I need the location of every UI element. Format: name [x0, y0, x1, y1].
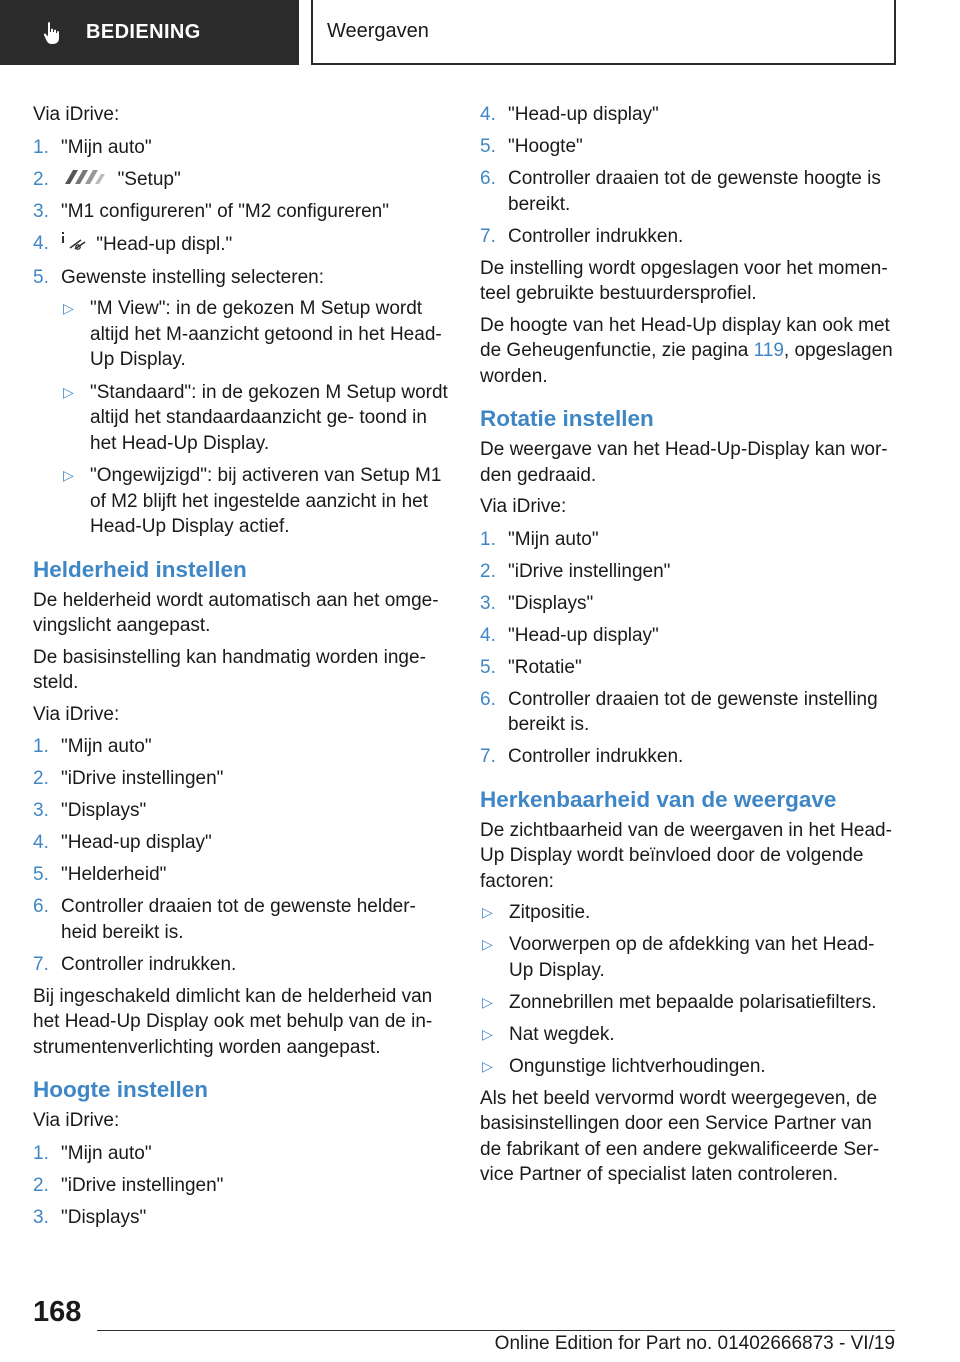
page-reference-link[interactable]: 119	[753, 340, 784, 361]
list-item: 7. Controller indrukken.	[480, 746, 684, 767]
via-idrive-text: Via iDrive:	[33, 104, 120, 125]
triangle-bullet-icon: ▷	[482, 936, 493, 952]
list-item: 1. "Mijn auto"	[33, 136, 152, 158]
rotation-steps	[480, 527, 896, 770]
paragraph: De instelling wordt opgeslagen voor het momen- teel gebruikte bestuurdersprofiel.	[480, 257, 888, 304]
chapter-tab	[311, 0, 896, 65]
triangle-bullet-icon: ▷	[63, 383, 74, 400]
list-item: ▷ "M View": in de gekozen M Setup wordt altijd het M-aanzicht getoond in het Head-Up Display.	[63, 298, 442, 371]
paragraph: Bij ingeschakeld dimlicht kan de helderheid van het Head-Up Display ook met behulp van de in- strumentenverlichting worden aangepast.	[33, 985, 433, 1058]
section-title: BEDIENING	[86, 21, 201, 43]
list-item: 2. "iDrive instellingen"	[33, 1174, 224, 1196]
right-column	[480, 102, 896, 1194]
list-item: ▷ Ongunstige lichtverhoudingen.	[480, 1054, 896, 1080]
list-item: 4. "Head-up display"	[480, 624, 659, 646]
m-setup-steps	[33, 135, 449, 540]
triangle-bullet-icon: ▷	[482, 1057, 493, 1074]
triangle-bullet-icon: ▷	[482, 1025, 493, 1042]
list-item: ▷ Voorwerpen op de afdekking van het Head- Up Display.	[482, 934, 875, 981]
heading-brightness: Helderheid instellen	[33, 556, 247, 582]
triangle-bullet-icon: ▷	[482, 993, 493, 1010]
list-item: ▷ "Ongewijzigd": bij activeren van Setup M1 of M2 blijft het ingestelde aanzicht in het Head-Up Display actief.	[63, 465, 442, 538]
height-steps-continued	[480, 102, 896, 249]
brightness-steps	[33, 734, 449, 977]
list-item: 2. "iDrive instellingen"	[33, 768, 224, 790]
list-item: ▷ "Standaard": in de gekozen M Setup wordt altijd het standaardaanzicht ge- toond in het Head-Up Display.	[63, 381, 448, 454]
heading-rotation: Rotatie instellen	[480, 406, 654, 431]
list-item: 1. "Mijn auto"	[480, 528, 599, 550]
list-item: ▷ Zonnebrillen met bepaalde polarisatiefilters.	[480, 990, 896, 1016]
visibility-factors	[480, 900, 896, 1079]
list-item: 1. "Mijn auto"	[33, 736, 152, 758]
triangle-bullet-icon: ▷	[63, 467, 74, 484]
setup-options	[61, 296, 449, 540]
heading-height: Hoogte instellen	[33, 1077, 209, 1103]
paragraph: De hoogte van het Head-Up display kan ook met de Geheugenfunctie, zie pagina 119, opgeslagen worden.	[480, 314, 893, 387]
list-item: 6. Controller draaien tot de gewenste helder- heid bereikt is.	[33, 896, 416, 943]
height-steps	[33, 1141, 449, 1231]
paragraph: Als het beeld vervormd wordt weergegeven, de basisinstellingen door een Service Partner van de fabrikant of een andere gekwalificeerde Ser- vice Partner of specialist laten controleren.	[480, 1087, 880, 1185]
list-item: 3. "M1 configureren" of "M2 configureren"	[33, 200, 389, 222]
list-item: 7. Controller indrukken.	[480, 225, 684, 247]
list-item: 4. "Head-up display"	[33, 832, 212, 854]
list-item: 7. Controller indrukken.	[33, 953, 237, 975]
via-idrive-text: Via iDrive:	[33, 1110, 120, 1132]
list-item: ▷ Zitpositie.	[480, 900, 896, 926]
paragraph: De zichtbaarheid van de weergaven in het Head- Up Display wordt beïnvloed door de volgende factoren:	[480, 819, 892, 892]
triangle-bullet-icon: ▷	[63, 300, 74, 317]
paragraph: De weergave van het Head-Up-Display kan wor- den gedraaid.	[480, 439, 888, 486]
triangle-bullet-icon: ▷	[482, 904, 493, 920]
heading-visibility: Herkenbaarheid van de weergave	[480, 786, 837, 812]
section-tab	[0, 0, 299, 65]
list-item: 5. "Helderheid"	[33, 864, 167, 886]
list-item: 3. "Displays"	[480, 592, 594, 614]
list-item: 6. Controller draaien tot de gewenste instelling bereikt is.	[480, 688, 878, 735]
list-item: 4. "Head-up displ."	[33, 231, 449, 259]
m-setup-icon	[61, 167, 107, 193]
chapter-title: Weergaven	[327, 20, 429, 42]
list-item: 5. "Hoogte"	[480, 136, 583, 157]
list-item: 2. "Setup"	[33, 167, 449, 193]
list-item: 1. "Mijn auto"	[33, 1142, 152, 1164]
list-item: 3. "Displays"	[33, 800, 147, 822]
list-item: 5. Gewenste instelling selecteren: ▷ "M View": in de gekozen M Setup wordt altijd het M-aanzicht getoond in het Head-Up Display. ▷ "Standaard": in de gekozen M Setup wordt altijd het standaardaanzicht ge- toond in het Head-Up Display. ▷ "Ongewijzigd": bij activeren van Setup M1 of M2 blijft het ingestelde aanzicht in het Head-Up Display actief.	[33, 265, 449, 540]
head-up-display-icon	[61, 231, 91, 259]
list-item: 5. "Rotatie"	[480, 656, 582, 678]
list-item: 3. "Displays"	[33, 1206, 147, 1228]
list-item: ▷ Nat wegdek.	[480, 1022, 896, 1048]
via-idrive-text: Via iDrive:	[33, 703, 120, 725]
paragraph: De helderheid wordt automatisch aan het omge- vingslicht aangepast.	[33, 589, 439, 637]
left-column	[33, 102, 449, 1237]
paragraph: De basisinstelling kan handmatig worden inge- steld.	[33, 646, 426, 694]
list-item: 4. "Head-up display"	[480, 104, 659, 125]
via-idrive-text: Via iDrive:	[480, 496, 567, 517]
list-item: 2. "iDrive instellingen"	[480, 560, 671, 582]
list-item: 6. Controller draaien tot de gewenste hoogte is bereikt.	[480, 168, 881, 215]
edition-note: Online Edition for Part no. 01402666873 - VI/19	[494, 1333, 895, 1354]
page-number: 168	[33, 1296, 82, 1328]
footer-divider	[97, 1330, 895, 1331]
hand-pointer-icon	[42, 21, 64, 45]
